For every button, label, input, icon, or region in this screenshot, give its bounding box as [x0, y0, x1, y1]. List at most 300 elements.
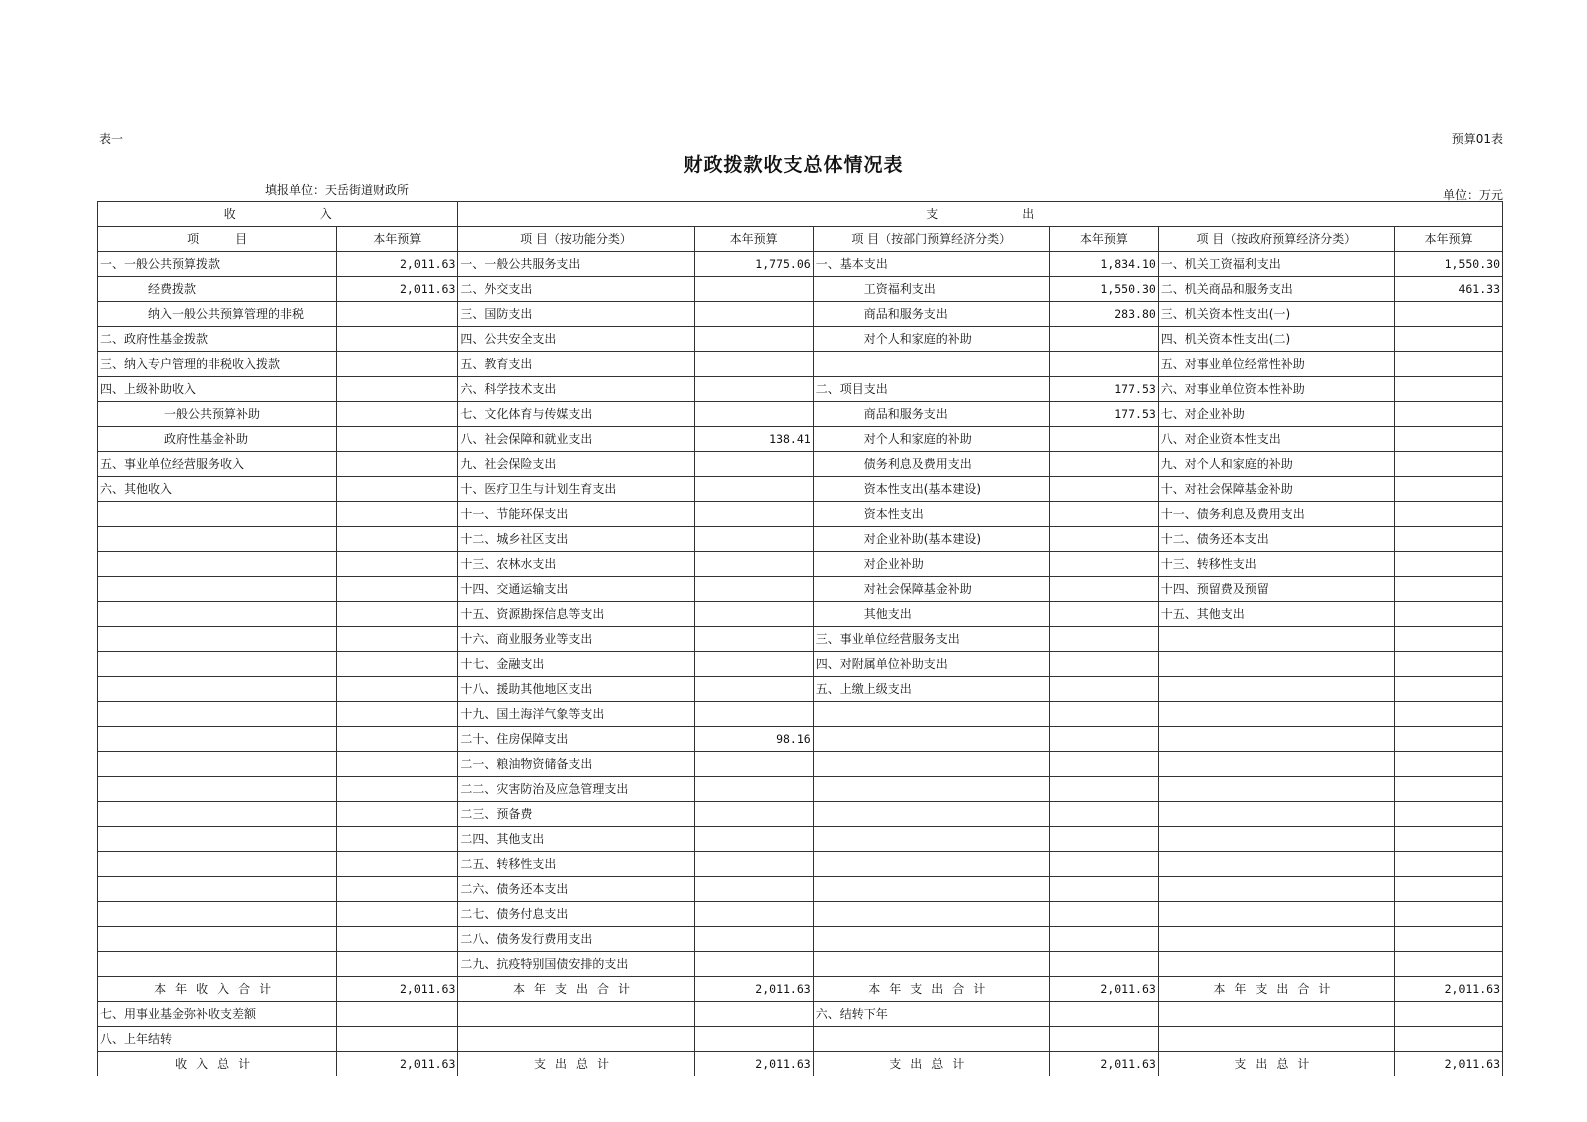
gov-econ-item — [1158, 802, 1394, 827]
dept-econ-item: 资本性支出(基本建设) — [813, 477, 1049, 502]
gov-econ-budget — [1394, 1002, 1502, 1027]
gov-econ-item — [1158, 677, 1394, 702]
income-budget-header: 本年预算 — [337, 227, 458, 252]
function-item: 三、国防支出 — [458, 302, 694, 327]
function-budget — [694, 527, 813, 552]
gov-econ-budget — [1394, 827, 1502, 852]
dept-econ-item: 其他支出 — [813, 602, 1049, 627]
table-row — [98, 827, 1503, 852]
income-budget — [337, 552, 458, 577]
gov-econ-item — [1158, 952, 1394, 977]
dept-econ-budget — [1049, 877, 1158, 902]
function-budget — [694, 352, 813, 377]
function-budget — [694, 827, 813, 852]
income-grand-value: 2,011.63 — [337, 1052, 458, 1077]
expense-grand-label: 支出总计 — [813, 1052, 1049, 1077]
gov-econ-item: 五、对事业单位经常性补助 — [1158, 352, 1394, 377]
gov-econ-budget — [1394, 477, 1502, 502]
gov-econ-item — [1158, 777, 1394, 802]
income-budget — [337, 702, 458, 727]
dept-econ-item: 对社会保障基金补助 — [813, 577, 1049, 602]
gov-econ-budget — [1394, 352, 1502, 377]
function-budget — [694, 802, 813, 827]
income-budget — [337, 502, 458, 527]
function-item: 二、外交支出 — [458, 277, 694, 302]
dept-econ-item — [813, 802, 1049, 827]
gov-econ-budget — [1394, 1027, 1502, 1052]
function-budget — [694, 327, 813, 352]
form-code: 预算01表 — [1451, 132, 1503, 146]
dept-econ-item: 商品和服务支出 — [813, 302, 1049, 327]
table-row — [98, 727, 1503, 752]
function-budget — [694, 452, 813, 477]
dept-econ-budget — [1049, 1027, 1158, 1052]
currency-unit: 单位：万元 — [1442, 188, 1503, 202]
gov-econ-item — [1158, 1027, 1394, 1052]
table-row — [98, 677, 1503, 702]
income-item: 纳入一般公共预算管理的非税 — [98, 302, 337, 327]
dept-econ-item: 五、上缴上级支出 — [813, 677, 1049, 702]
income-item: 二、政府性基金拨款 — [98, 327, 337, 352]
income-budget — [337, 677, 458, 702]
table-row — [98, 877, 1503, 902]
income-budget — [337, 902, 458, 927]
gov-econ-budget — [1394, 427, 1502, 452]
expense-group-header: 支 出 — [458, 202, 1503, 227]
income-budget — [337, 752, 458, 777]
dept-econ-budget — [1049, 477, 1158, 502]
expense-total-label: 本年支出合计 — [813, 977, 1049, 1002]
income-budget — [337, 877, 458, 902]
income-item — [98, 852, 337, 877]
income-item — [98, 752, 337, 777]
dept-econ-budget: 283.80 — [1049, 302, 1158, 327]
dept-econ-item: 对个人和家庭的补助 — [813, 427, 1049, 452]
function-item: 十二、城乡社区支出 — [458, 527, 694, 552]
dept-econ-item: 二、项目支出 — [813, 377, 1049, 402]
gov-econ-item: 七、对企业补助 — [1158, 402, 1394, 427]
dept-econ-budget — [1049, 602, 1158, 627]
income-budget — [337, 452, 458, 477]
function-budget — [694, 302, 813, 327]
function-budget — [694, 277, 813, 302]
function-item: 二九、抗疫特别国债安排的支出 — [458, 952, 694, 977]
table-row — [98, 902, 1503, 927]
dept-econ-item — [813, 902, 1049, 927]
table-row — [98, 752, 1503, 777]
function-item: 二四、其他支出 — [458, 827, 694, 852]
income-item: 一般公共预算补助 — [98, 402, 337, 427]
gov-econ-item: 四、机关资本性支出(二) — [1158, 327, 1394, 352]
function-item: 六、科学技术支出 — [458, 377, 694, 402]
budget-table — [97, 201, 1503, 1076]
function-item — [458, 1002, 694, 1027]
expense-total-label: 本年支出合计 — [458, 977, 694, 1002]
function-budget — [694, 652, 813, 677]
gov-econ-budget — [1394, 627, 1502, 652]
dept-econ-item — [813, 877, 1049, 902]
function-item: 二五、转移性支出 — [458, 852, 694, 877]
income-item: 八、上年结转 — [98, 1027, 337, 1052]
gov-econ-item — [1158, 702, 1394, 727]
function-item-header: 项 目（按功能分类） — [458, 227, 694, 252]
income-budget — [337, 952, 458, 977]
gov-econ-budget — [1394, 577, 1502, 602]
table-row — [98, 577, 1503, 602]
function-item: 十七、金融支出 — [458, 652, 694, 677]
function-budget — [694, 677, 813, 702]
income-budget — [337, 652, 458, 677]
dept-econ-item — [813, 702, 1049, 727]
income-item — [98, 952, 337, 977]
function-budget — [694, 1002, 813, 1027]
function-budget — [694, 952, 813, 977]
income-budget: 2,011.63 — [337, 277, 458, 302]
gov-econ-item: 十、对社会保障基金补助 — [1158, 477, 1394, 502]
gov-econ-item: 九、对个人和家庭的补助 — [1158, 452, 1394, 477]
dept-econ-item: 对个人和家庭的补助 — [813, 327, 1049, 352]
function-item: 四、公共安全支出 — [458, 327, 694, 352]
income-budget — [337, 602, 458, 627]
table-row — [98, 402, 1503, 427]
income-grand-label: 收入总计 — [98, 1052, 337, 1077]
table-row — [98, 1027, 1503, 1052]
dept-econ-budget — [1049, 827, 1158, 852]
dept-econ-budget — [1049, 352, 1158, 377]
function-item: 七、文化体育与传媒支出 — [458, 402, 694, 427]
function-item: 十、医疗卫生与计划生育支出 — [458, 477, 694, 502]
dept-econ-budget — [1049, 652, 1158, 677]
gov-econ-budget — [1394, 952, 1502, 977]
income-item: 七、用事业基金弥补收支差额 — [98, 1002, 337, 1027]
income-budget — [337, 927, 458, 952]
dept-econ-item — [813, 752, 1049, 777]
function-item — [458, 1027, 694, 1052]
income-budget — [337, 727, 458, 752]
function-item: 十四、交通运输支出 — [458, 577, 694, 602]
dept-econ-budget — [1049, 502, 1158, 527]
table-row — [98, 1002, 1503, 1027]
gov-econ-budget — [1394, 702, 1502, 727]
income-item: 政府性基金补助 — [98, 427, 337, 452]
income-budget — [337, 852, 458, 877]
gov-econ-budget — [1394, 727, 1502, 752]
dept-econ-item: 工资福利支出 — [813, 277, 1049, 302]
function-budget — [694, 852, 813, 877]
income-budget — [337, 577, 458, 602]
gov-econ-budget — [1394, 327, 1502, 352]
table-row — [98, 277, 1503, 302]
gov-econ-item: 十一、债务利息及费用支出 — [1158, 502, 1394, 527]
function-item: 十八、援助其他地区支出 — [458, 677, 694, 702]
income-budget — [337, 802, 458, 827]
dept-econ-item — [813, 777, 1049, 802]
dept-econ-budget — [1049, 702, 1158, 727]
expense-grand-label: 支出总计 — [458, 1052, 694, 1077]
function-budget — [694, 402, 813, 427]
function-budget — [694, 627, 813, 652]
function-budget — [694, 927, 813, 952]
income-item — [98, 877, 337, 902]
income-budget — [337, 302, 458, 327]
gov-econ-budget — [1394, 777, 1502, 802]
dept-econ-budget — [1049, 952, 1158, 977]
dept-econ-budget — [1049, 927, 1158, 952]
gov-econ-item: 八、对企业资本性支出 — [1158, 427, 1394, 452]
gov-econ-item-header: 项 目（按政府预算经济分类） — [1158, 227, 1394, 252]
income-item: 五、事业单位经营服务收入 — [98, 452, 337, 477]
function-item: 十五、资源勘探信息等支出 — [458, 602, 694, 627]
dept-econ-item — [813, 827, 1049, 852]
function-budget — [694, 777, 813, 802]
income-item-header: 项 目 — [98, 227, 337, 252]
gov-econ-budget — [1394, 527, 1502, 552]
dept-econ-budget: 177.53 — [1049, 402, 1158, 427]
gov-econ-item: 十三、转移性支出 — [1158, 552, 1394, 577]
dept-econ-budget: 177.53 — [1049, 377, 1158, 402]
dept-econ-item — [813, 852, 1049, 877]
income-item — [98, 827, 337, 852]
dept-econ-budget — [1049, 802, 1158, 827]
expense-grand-value: 2,011.63 — [694, 1052, 813, 1077]
table-row — [98, 427, 1503, 452]
function-budget: 98.16 — [694, 727, 813, 752]
dept-econ-item-header: 项 目（按部门预算经济分类） — [813, 227, 1049, 252]
dept-econ-item: 三、事业单位经营服务支出 — [813, 627, 1049, 652]
table-row — [98, 952, 1503, 977]
dept-econ-budget — [1049, 527, 1158, 552]
income-budget — [337, 527, 458, 552]
function-budget-header: 本年预算 — [694, 227, 813, 252]
gov-econ-item — [1158, 852, 1394, 877]
grand-total-row — [98, 1052, 1503, 1077]
expense-total-label: 本年支出合计 — [1158, 977, 1394, 1002]
table-row — [98, 777, 1503, 802]
function-budget — [694, 377, 813, 402]
income-item — [98, 702, 337, 727]
dept-econ-budget — [1049, 327, 1158, 352]
gov-econ-item — [1158, 752, 1394, 777]
gov-econ-budget — [1394, 377, 1502, 402]
function-budget: 138.41 — [694, 427, 813, 452]
income-item — [98, 527, 337, 552]
function-budget — [694, 752, 813, 777]
gov-econ-item — [1158, 652, 1394, 677]
gov-econ-budget — [1394, 302, 1502, 327]
gov-econ-item: 三、机关资本性支出(一) — [1158, 302, 1394, 327]
table-row — [98, 302, 1503, 327]
table-row — [98, 652, 1503, 677]
gov-econ-item — [1158, 727, 1394, 752]
gov-econ-item: 六、对事业单位资本性补助 — [1158, 377, 1394, 402]
table-row — [98, 627, 1503, 652]
gov-econ-budget — [1394, 552, 1502, 577]
income-item: 三、纳入专户管理的非税收入拨款 — [98, 352, 337, 377]
income-item — [98, 802, 337, 827]
function-budget: 1,775.06 — [694, 252, 813, 277]
expense-total-value: 2,011.63 — [694, 977, 813, 1002]
income-item — [98, 577, 337, 602]
gov-econ-budget — [1394, 402, 1502, 427]
table-row — [98, 527, 1503, 552]
column-header-row — [98, 227, 1503, 252]
table-number: 表一 — [99, 132, 124, 146]
income-item — [98, 502, 337, 527]
function-budget — [694, 902, 813, 927]
table-row — [98, 602, 1503, 627]
filler-unit: 填报单位：天岳街道财政所 — [265, 183, 410, 197]
income-item — [98, 677, 337, 702]
function-item: 二三、预备费 — [458, 802, 694, 827]
gov-econ-item: 二、机关商品和服务支出 — [1158, 277, 1394, 302]
table-row — [98, 352, 1503, 377]
function-item: 八、社会保障和就业支出 — [458, 427, 694, 452]
dept-econ-budget: 1,834.10 — [1049, 252, 1158, 277]
income-budget — [337, 427, 458, 452]
income-budget — [337, 1002, 458, 1027]
table-row — [98, 377, 1503, 402]
income-item — [98, 602, 337, 627]
dept-econ-item: 四、对附属单位补助支出 — [813, 652, 1049, 677]
dept-econ-budget — [1049, 902, 1158, 927]
income-item — [98, 652, 337, 677]
dept-econ-budget — [1049, 427, 1158, 452]
income-item: 六、其他收入 — [98, 477, 337, 502]
dept-econ-budget — [1049, 452, 1158, 477]
income-budget — [337, 827, 458, 852]
gov-econ-item — [1158, 827, 1394, 852]
income-budget: 2,011.63 — [337, 252, 458, 277]
function-item: 二一、粮油物资储备支出 — [458, 752, 694, 777]
expense-grand-label: 支出总计 — [1158, 1052, 1394, 1077]
gov-econ-item: 十二、债务还本支出 — [1158, 527, 1394, 552]
gov-econ-budget-header: 本年预算 — [1394, 227, 1502, 252]
gov-econ-item — [1158, 627, 1394, 652]
table-row — [98, 502, 1503, 527]
dept-econ-budget — [1049, 777, 1158, 802]
dept-econ-budget — [1049, 1002, 1158, 1027]
gov-econ-budget — [1394, 652, 1502, 677]
table-row — [98, 477, 1503, 502]
dept-econ-budget — [1049, 852, 1158, 877]
income-budget — [337, 777, 458, 802]
income-group-header: 收 入 — [98, 202, 458, 227]
dept-econ-item: 资本性支出 — [813, 502, 1049, 527]
function-item: 十三、农林水支出 — [458, 552, 694, 577]
income-item — [98, 552, 337, 577]
function-item: 十一、节能环保支出 — [458, 502, 694, 527]
function-budget — [694, 877, 813, 902]
income-item: 四、上级补助收入 — [98, 377, 337, 402]
gov-econ-item: 十五、其他支出 — [1158, 602, 1394, 627]
income-item — [98, 777, 337, 802]
function-budget — [694, 477, 813, 502]
gov-econ-budget — [1394, 802, 1502, 827]
income-budget — [337, 477, 458, 502]
dept-econ-budget-header: 本年预算 — [1049, 227, 1158, 252]
function-item: 二二、灾害防治及应急管理支出 — [458, 777, 694, 802]
function-item: 一、一般公共服务支出 — [458, 252, 694, 277]
function-item: 二六、债务还本支出 — [458, 877, 694, 902]
function-item: 二八、债务发行费用支出 — [458, 927, 694, 952]
gov-econ-item — [1158, 927, 1394, 952]
function-budget — [694, 602, 813, 627]
income-item — [98, 727, 337, 752]
dept-econ-budget — [1049, 727, 1158, 752]
gov-econ-item — [1158, 902, 1394, 927]
gov-econ-item: 一、机关工资福利支出 — [1158, 252, 1394, 277]
gov-econ-budget — [1394, 927, 1502, 952]
function-budget — [694, 577, 813, 602]
gov-econ-budget — [1394, 602, 1502, 627]
group-header-row — [98, 202, 1503, 227]
gov-econ-budget — [1394, 752, 1502, 777]
dept-econ-budget — [1049, 577, 1158, 602]
gov-econ-budget — [1394, 677, 1502, 702]
table-row — [98, 327, 1503, 352]
gov-econ-item: 十四、预留费及预留 — [1158, 577, 1394, 602]
table-row — [98, 852, 1503, 877]
dept-econ-item — [813, 952, 1049, 977]
dept-econ-item: 一、基本支出 — [813, 252, 1049, 277]
gov-econ-budget: 1,550.30 — [1394, 252, 1502, 277]
dept-econ-item — [813, 927, 1049, 952]
income-item: 经费拨款 — [98, 277, 337, 302]
dept-econ-item — [813, 1027, 1049, 1052]
dept-econ-budget — [1049, 552, 1158, 577]
gov-econ-budget — [1394, 877, 1502, 902]
income-budget — [337, 1027, 458, 1052]
function-budget — [694, 552, 813, 577]
income-budget — [337, 352, 458, 377]
income-budget — [337, 377, 458, 402]
function-item: 十九、国土海洋气象等支出 — [458, 702, 694, 727]
table-row — [98, 252, 1503, 277]
function-item: 九、社会保险支出 — [458, 452, 694, 477]
totals-row — [98, 977, 1503, 1002]
expense-grand-value: 2,011.63 — [1394, 1052, 1502, 1077]
income-item — [98, 927, 337, 952]
gov-econ-budget — [1394, 902, 1502, 927]
dept-econ-item: 债务利息及费用支出 — [813, 452, 1049, 477]
gov-econ-budget: 461.33 — [1394, 277, 1502, 302]
table-row — [98, 802, 1503, 827]
dept-econ-item: 六、结转下年 — [813, 1002, 1049, 1027]
dept-econ-budget: 1,550.30 — [1049, 277, 1158, 302]
income-item: 一、一般公共预算拨款 — [98, 252, 337, 277]
dept-econ-item — [813, 727, 1049, 752]
function-item: 十六、商业服务业等支出 — [458, 627, 694, 652]
page-title: 财政拨款收支总体情况表 — [683, 154, 904, 176]
expense-total-value: 2,011.63 — [1394, 977, 1502, 1002]
function-item: 二十、住房保障支出 — [458, 727, 694, 752]
table-row — [98, 927, 1503, 952]
table-row — [98, 702, 1503, 727]
income-budget — [337, 327, 458, 352]
function-item: 二七、债务付息支出 — [458, 902, 694, 927]
dept-econ-budget — [1049, 752, 1158, 777]
dept-econ-budget — [1049, 677, 1158, 702]
dept-econ-item — [813, 352, 1049, 377]
income-budget — [337, 402, 458, 427]
dept-econ-budget — [1049, 627, 1158, 652]
function-budget — [694, 502, 813, 527]
gov-econ-item — [1158, 877, 1394, 902]
expense-total-value: 2,011.63 — [1049, 977, 1158, 1002]
gov-econ-budget — [1394, 452, 1502, 477]
dept-econ-item: 对企业补助 — [813, 552, 1049, 577]
income-item — [98, 902, 337, 927]
